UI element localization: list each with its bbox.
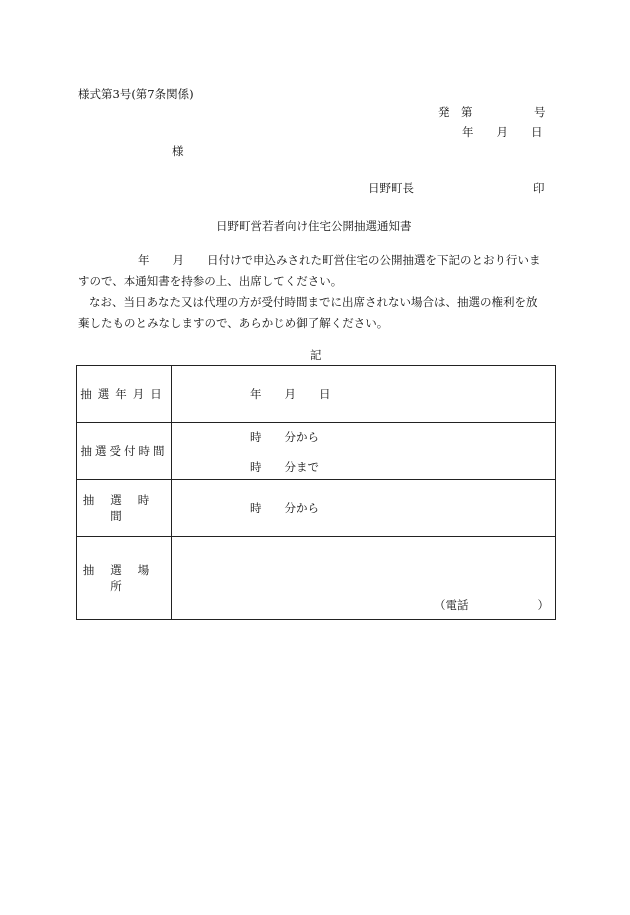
lottery-details-table (76, 365, 556, 620)
ki-heading: 記 (310, 348, 322, 362)
seal-mark: 印 (533, 181, 545, 195)
paragraph2-line2: 棄したものとみなしますので、あらかじめ御了解ください。 (78, 316, 389, 330)
row-label: 抽選受付時間 (77, 423, 172, 480)
sender-name: 日野町長 (368, 181, 414, 195)
issue-number-prefix: 発 第 (438, 105, 473, 119)
row-label: 抽選場所 (77, 537, 172, 620)
phone-field: （電話 ） (434, 598, 549, 612)
paragraph1-line2: すので、本通知書を持参の上、出席してください。 (78, 274, 343, 288)
lottery-time-value: 時 分から (250, 501, 319, 515)
table-row (77, 480, 556, 537)
reception-end-value: 時 分まで (250, 460, 319, 474)
lottery-date-value: 年 月 日 (250, 387, 331, 401)
row-value (172, 480, 556, 537)
table-row (77, 423, 556, 480)
issue-date: 年 月 日 (462, 125, 543, 139)
body-text (78, 250, 558, 334)
addressee-suffix: 様 (172, 144, 184, 158)
table-row (77, 537, 556, 620)
paragraph2-line1: なお、当日あなた又は代理の方が受付時間までに出席されない場合は、抽選の権利を放 (89, 295, 538, 309)
row-value (172, 423, 556, 480)
row-label: 抽選年月日 (77, 366, 172, 423)
form-number: 様式第3号(第7条関係) (78, 87, 194, 101)
reception-start-value: 時 分から (250, 430, 319, 444)
paragraph1-line1: 年 月 日付けで申込みされた町営住宅の公開抽選を下記のとおり行いま (138, 253, 541, 267)
row-value (172, 366, 556, 423)
document-title: 日野町営若者向け住宅公開抽選通知書 (216, 219, 412, 233)
issue-number-suffix: 号 (534, 105, 546, 119)
table-row (77, 366, 556, 423)
row-label: 抽選時間 (77, 480, 172, 537)
row-value (172, 537, 556, 620)
